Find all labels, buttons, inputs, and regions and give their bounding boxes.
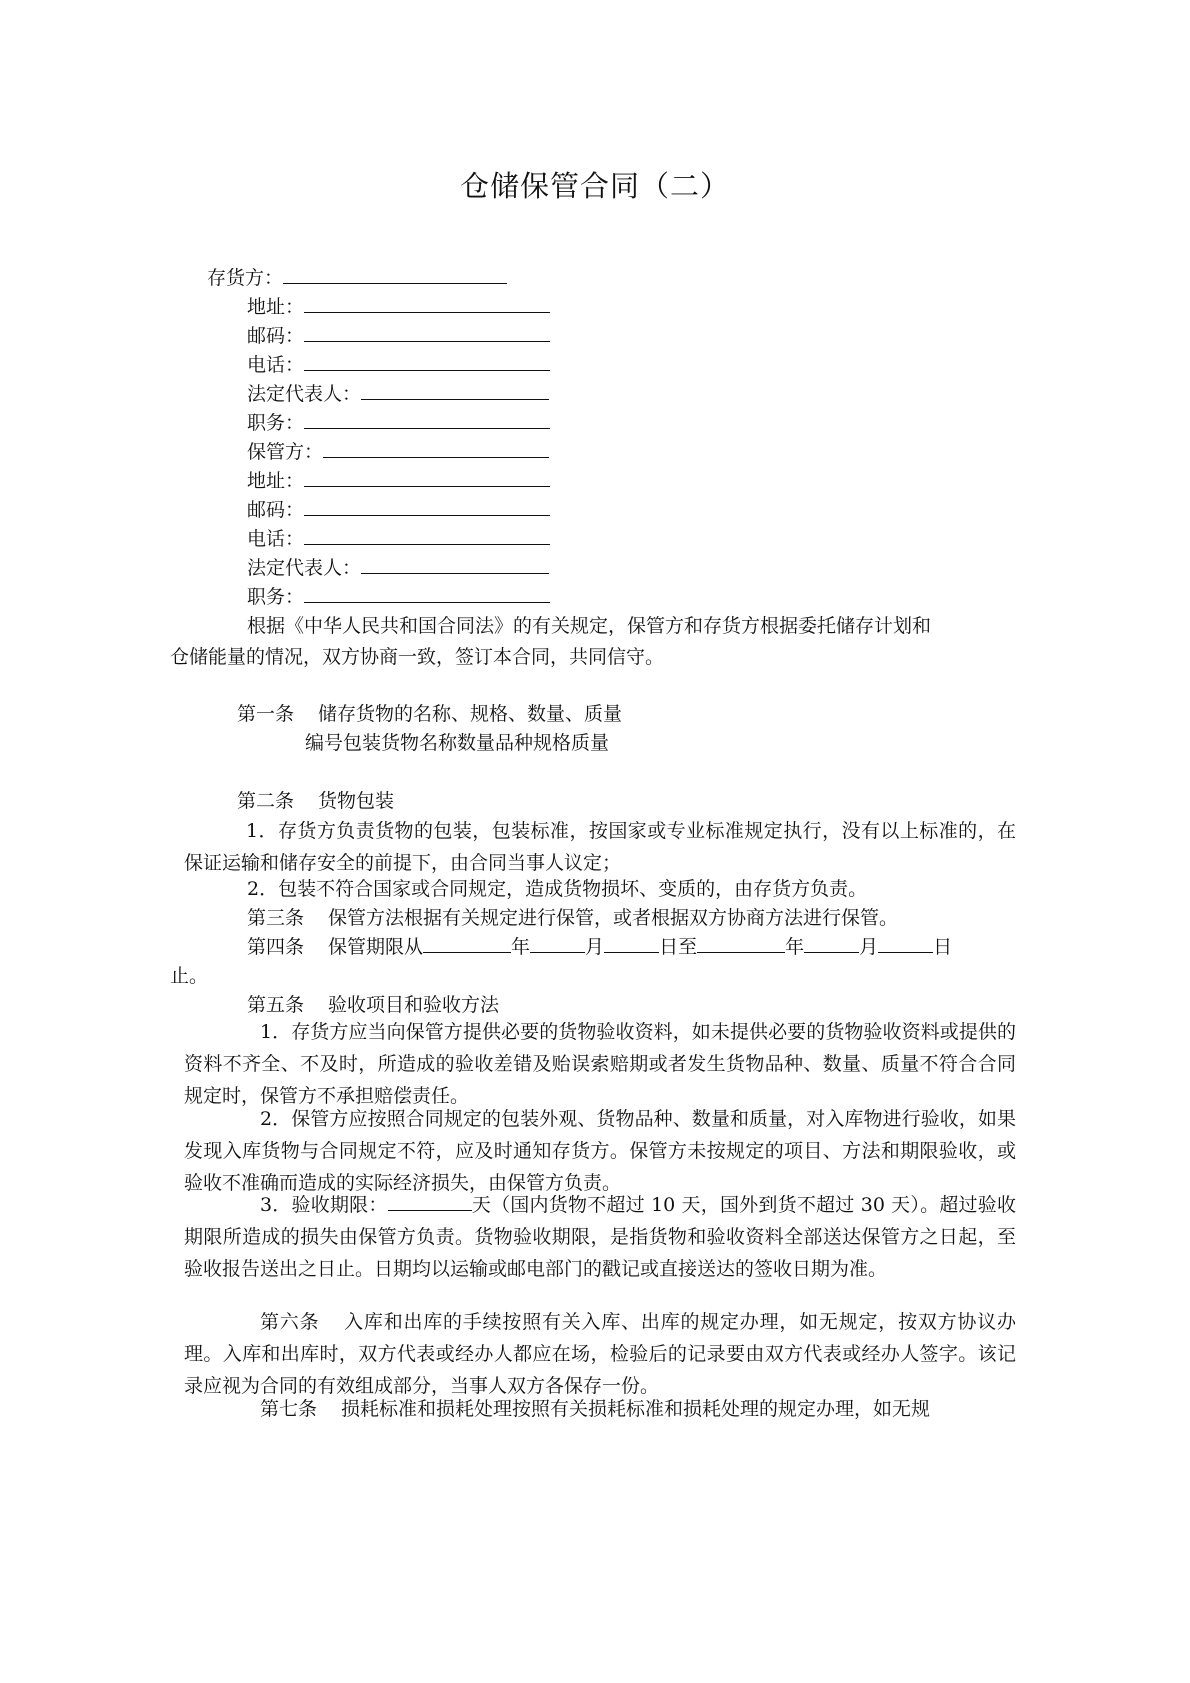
- keeper-address-blank[interactable]: [304, 466, 550, 487]
- depositor-address-label: 地址：: [247, 296, 305, 318]
- article-2-item-2: 2．包装不符合国家或合同规定，造成货物损坏、变质的，由存货方负责。: [247, 878, 868, 900]
- article-6: [184, 1306, 1016, 1402]
- depositor-rep-blank[interactable]: [361, 379, 549, 400]
- start-year-label: 年: [511, 936, 531, 958]
- keeper-blank[interactable]: [323, 437, 549, 458]
- depositor-postcode-blank[interactable]: [304, 321, 550, 342]
- keeper-phone-label: 电话：: [247, 528, 305, 550]
- start-day-to-label: 日至: [659, 936, 698, 958]
- keeper-title-row: [247, 582, 550, 612]
- depositor-postcode-row: [247, 321, 550, 351]
- article-5-heading: 第五条: [247, 994, 305, 1016]
- end-year-blank[interactable]: [697, 932, 785, 953]
- end-month-label: 月: [859, 936, 879, 958]
- article-2-heading: 第二条: [237, 790, 295, 812]
- keeper-postcode-blank[interactable]: [304, 495, 550, 516]
- depositor-postcode-label: 邮码：: [247, 325, 305, 347]
- article-5-item-3-prefix: 3．验收期限：: [260, 1194, 388, 1216]
- depositor-title-label: 职务：: [247, 412, 305, 434]
- depositor-blank[interactable]: [283, 263, 507, 284]
- article-2-heading-row: [237, 786, 394, 816]
- article-2-item-1: 1．存货方负责货物的包装，包装标准，按国家或专业标准规定执行，没有以上标准的，在保证运输和储存安全的前提下，由合同当事人议定；: [184, 820, 1016, 874]
- article-1-title: 储存货物的名称、规格、数量、质量: [318, 703, 623, 725]
- start-month-label: 月: [585, 936, 605, 958]
- keeper-rep-blank[interactable]: [361, 553, 549, 574]
- article-6-text: 入库和出库的手续按照有关入库、出库的规定办理，如无规定，按双方协议办理。入库和出库时，双方代表或经办人都应在场，检验后的记录要由双方代表或经办人签字。该记录应视为合同的有效组成部分，当事人双方各保存一份。: [184, 1311, 1016, 1397]
- keeper-rep-row: [247, 553, 549, 583]
- article-5-item-2: 2．保管方应按照合同规定的包装外观、货物品种、数量和质量，对入库物进行验收，如果发现入库货物与合同规定不符，应及时通知存货方。保管方未按规定的项目、方法和期限验收，或验收不准确而造成的实际经济损失，由保管方负责。: [184, 1108, 1016, 1194]
- keeper-label: 保管方：: [247, 441, 324, 463]
- article-1-table-header: 编号包装货物名称数量品种规格质量: [305, 732, 610, 754]
- article-5-item-1: 1．存货方应当向保管方提供必要的货物验收资料，如未提供必要的货物验收资料或提供的资料不齐全、不及时，所造成的验收差错及贻误索赔期或者发生货物品种、数量、质量不符合合同规定时，保管方不承担赔偿责任。: [184, 1021, 1016, 1107]
- keeper-title-blank[interactable]: [304, 582, 550, 603]
- article-2-title: 货物包装: [318, 790, 395, 812]
- depositor-phone-row: [247, 350, 550, 380]
- article-7-heading: 第七条: [260, 1398, 318, 1420]
- article-7: [184, 1393, 1016, 1425]
- article-1-heading-row: [237, 699, 622, 729]
- depositor-phone-blank[interactable]: [304, 350, 550, 371]
- depositor-address-row: [247, 292, 550, 322]
- end-month-blank[interactable]: [804, 932, 859, 953]
- end-year-label: 年: [785, 936, 805, 958]
- keeper-phone-row: [247, 524, 550, 554]
- keeper-phone-blank[interactable]: [304, 524, 550, 545]
- keeper-address-row: [247, 466, 550, 496]
- article-4-row: [247, 932, 952, 962]
- article-5-title: 验收项目和验收方法: [328, 994, 500, 1016]
- end-day-blank[interactable]: [878, 932, 933, 953]
- article-4-heading: 第四条: [247, 936, 305, 958]
- depositor-row: [207, 263, 507, 293]
- depositor-label: 存货方：: [207, 267, 284, 289]
- depositor-title-row: [247, 408, 550, 438]
- preamble-line-1: 根据《中华人民共和国合同法》的有关规定，保管方和存货方根据委托储存计划和: [247, 615, 932, 637]
- depositor-phone-label: 电话：: [247, 354, 305, 376]
- preamble-line-2: 仓储能量的情况，双方协商一致，签订本合同，共同信守。: [170, 646, 665, 668]
- page-title: 仓储保管合同（二）: [459, 169, 730, 203]
- depositor-address-blank[interactable]: [304, 292, 550, 313]
- article-5-item-3: [184, 1189, 1016, 1285]
- article-3-row: [247, 903, 898, 933]
- keeper-rep-label: 法定代表人：: [247, 557, 362, 579]
- article-6-heading: 第六条: [260, 1311, 320, 1333]
- keeper-title-label: 职务：: [247, 586, 305, 608]
- inspection-days-blank[interactable]: [388, 1190, 472, 1211]
- start-day-blank[interactable]: [604, 932, 659, 953]
- keeper-postcode-label: 邮码：: [247, 499, 305, 521]
- keeper-address-label: 地址：: [247, 470, 305, 492]
- keeper-row: [247, 437, 549, 467]
- start-month-blank[interactable]: [530, 932, 585, 953]
- depositor-title-blank[interactable]: [304, 408, 550, 429]
- end-day-label: 日: [933, 936, 953, 958]
- start-year-blank[interactable]: [423, 932, 511, 953]
- article-5-item-3-text: 天（国内货物不超过 10 天，国外到货不超过 30 天）。超过验收期限所造成的损失由保管方负责。货物验收期限，是指货物和验收资料全部送达保管方之日起，至验收报告送出之日止。日期均以运输或邮电部门的戳记或直接送达的签收日期为准。: [184, 1194, 1016, 1280]
- article-3-text: 保管方法根据有关规定进行保管，或者根据双方协商方法进行保管。: [328, 907, 899, 929]
- depositor-rep-row: [247, 379, 549, 409]
- article-7-text: 损耗标准和损耗处理按照有关损耗标准和损耗处理的规定办理，如无规: [341, 1398, 931, 1420]
- depositor-rep-label: 法定代表人：: [247, 383, 362, 405]
- article-4-end: 止。: [170, 965, 209, 987]
- article-4-text: 保管期限从: [328, 936, 424, 958]
- article-1-heading: 第一条: [237, 703, 295, 725]
- article-3-heading: 第三条: [247, 907, 305, 929]
- keeper-postcode-row: [247, 495, 550, 525]
